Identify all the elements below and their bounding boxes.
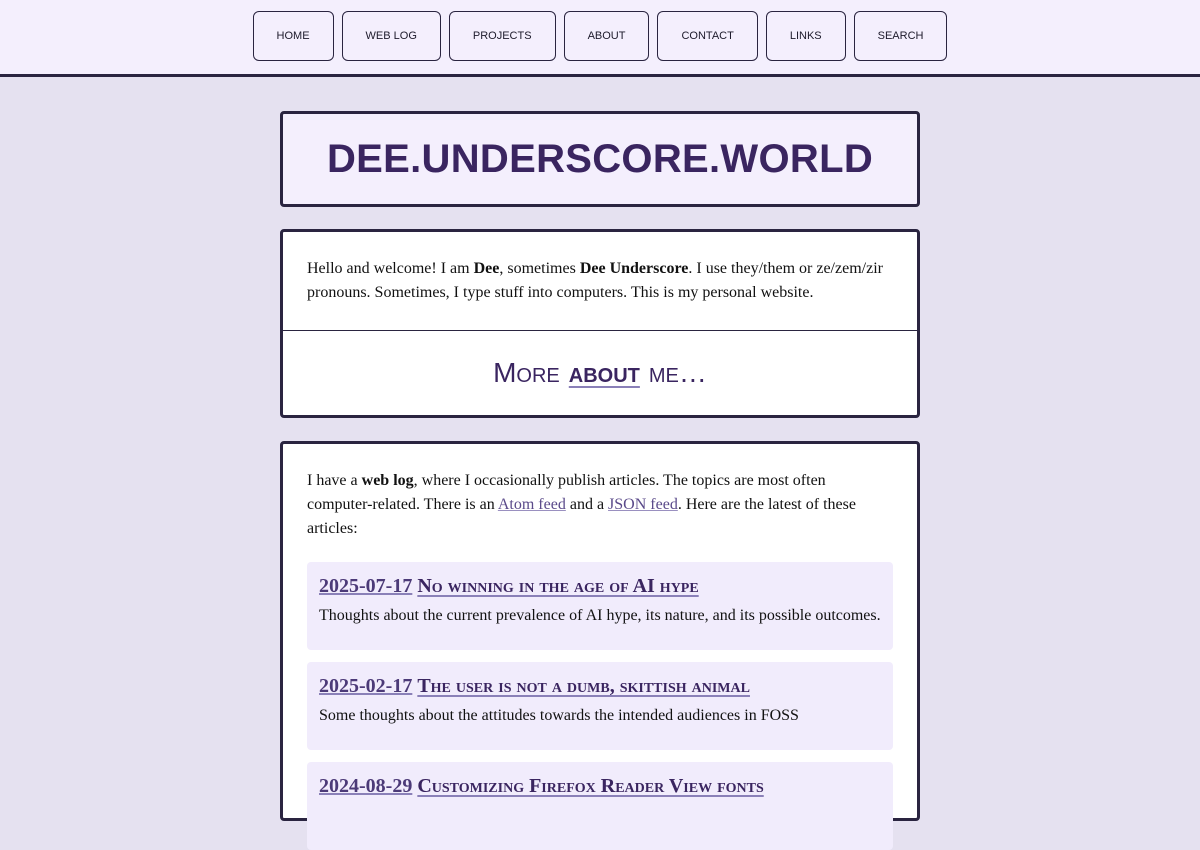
intro-text-part: . I use they/them or ze/zem/zir pronouns. Sometimes, I type stuff into computers. This is my personal website. — [307, 260, 883, 301]
weblog-text-part: . Here are the latest of these articles: — [307, 496, 856, 537]
article-card — [307, 662, 893, 750]
nav-links-button[interactable]: LINKS — [766, 11, 846, 61]
nav-weblog-button[interactable]: WEB LOG — [342, 11, 441, 61]
json-feed-link[interactable]: JSON feed — [608, 496, 678, 513]
article-title: The user is not a dumb, skittish animal — [417, 675, 750, 697]
article-card — [307, 762, 893, 850]
article-description: Thoughts about the current prevalence of AI hype, its nature, and its possible outcomes. — [319, 607, 881, 624]
atom-feed-link[interactable]: Atom feed — [497, 496, 566, 513]
nav-projects-button[interactable]: PROJECTS — [449, 11, 556, 61]
about-link[interactable]: about — [568, 357, 640, 388]
article-title: Customizing Firefox Reader View fonts — [417, 775, 764, 797]
article-description: Some thoughts about the attitudes towards the intended audiences in FOSS — [319, 707, 799, 724]
weblog-section — [280, 441, 920, 821]
more-about-suffix: me… — [648, 357, 707, 388]
weblog-text-part: , where I occasionally publish articles. The topics are most often computer-related. There is an — [307, 472, 826, 513]
article-date: 2024-08-29 — [319, 775, 413, 797]
nav-contact-button[interactable]: CONTACT — [657, 11, 757, 61]
site-title: DEE.UNDERSCORE.WORLD — [326, 136, 874, 181]
article-link[interactable] — [319, 572, 881, 600]
article-link[interactable] — [319, 772, 881, 800]
weblog-text-part: I have a — [307, 472, 362, 489]
article-title: No winning in the age of AI hype — [417, 575, 699, 597]
weblog-text-part: and a — [565, 496, 609, 513]
intro-text-part: Hello and welcome! I am — [307, 260, 474, 277]
intro-section — [280, 229, 920, 418]
article-link[interactable] — [319, 672, 881, 700]
article-date: 2025-02-17 — [319, 675, 413, 697]
nav-search-button[interactable]: SEARCH — [854, 11, 948, 61]
intro-name: Dee — [473, 260, 500, 277]
main-column — [280, 111, 920, 821]
intro-alias: Dee Underscore — [579, 260, 689, 277]
nav-about-button[interactable]: ABOUT — [564, 11, 650, 61]
nav-list — [0, 0, 1200, 61]
top-navigation — [0, 0, 1200, 77]
article-card — [307, 562, 893, 650]
site-header — [280, 111, 920, 207]
weblog-bold: web log — [361, 472, 414, 489]
more-about-row — [283, 330, 917, 415]
article-date: 2025-07-17 — [319, 575, 413, 597]
weblog-intro-text — [307, 469, 893, 541]
more-about-prefix: More — [493, 357, 560, 388]
intro-text-part: , sometimes — [499, 260, 580, 277]
intro-text — [283, 232, 917, 330]
nav-home-button[interactable]: HOME — [253, 11, 334, 61]
